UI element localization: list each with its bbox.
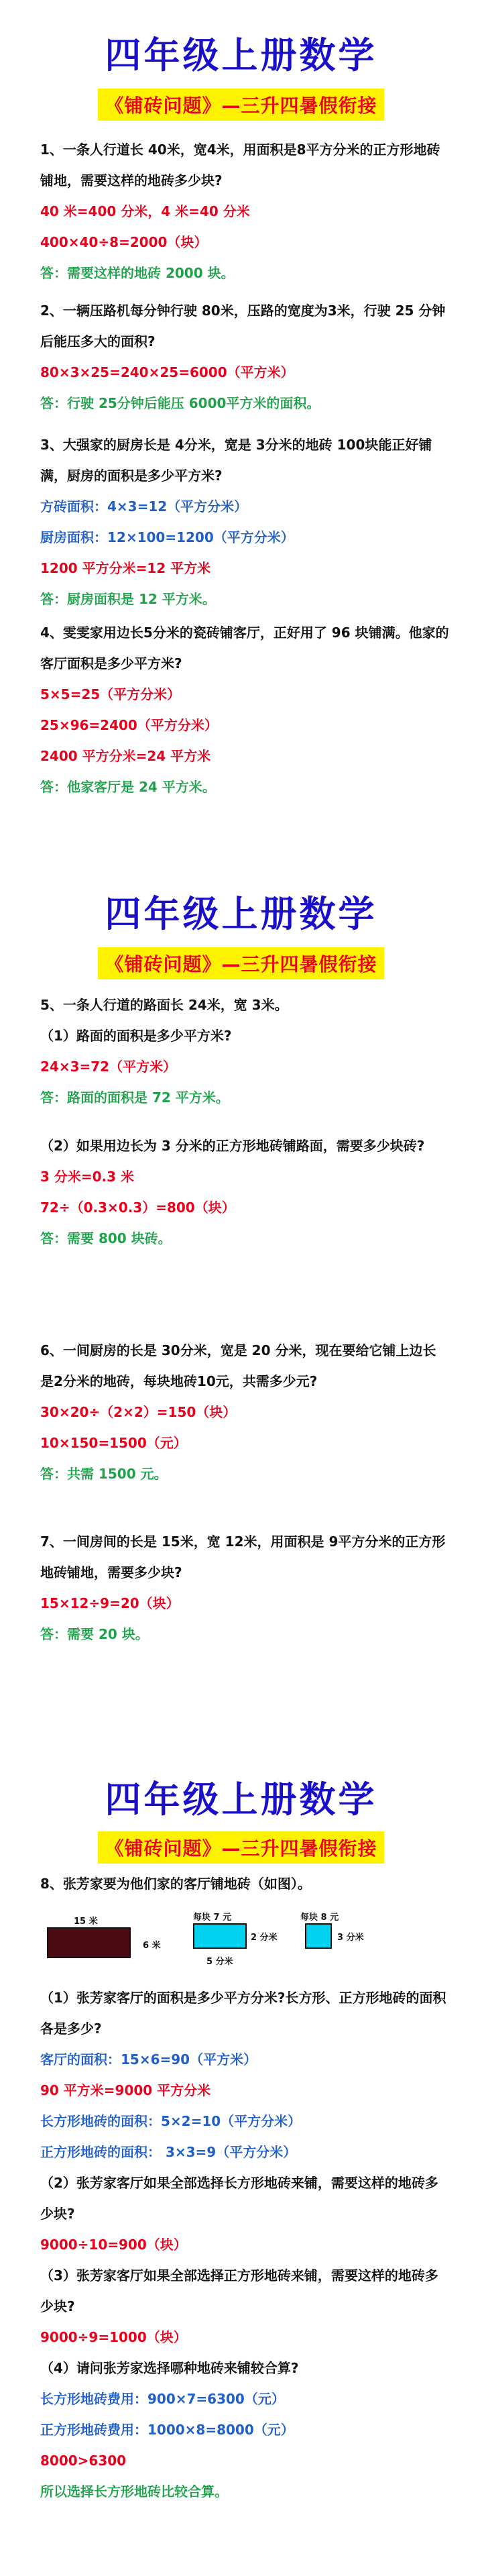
problem-5 (40, 989, 449, 1254)
solution-step: 1200 平方分米=12 平方米 (40, 560, 211, 576)
solution-step: 客厅的面积：15×6=90（平方米） (40, 2051, 257, 2068)
answer-text: 答：需要这样的地砖 2000 块。 (40, 265, 235, 281)
room-length-label: 15 米 (74, 1917, 98, 1927)
answer-text: 答：需要 20 块。 (40, 1626, 149, 1642)
question-text: 7、一间房间的长是 15米，宽 12米，用面积是 9平方分米的正方形地砖铺地，需要多少块? (40, 1534, 446, 1580)
tile-figure (0, 1909, 482, 1976)
sub-question: （2）如果用边长为 3 分米的正方形地砖铺路面，需要多少块砖? (40, 1138, 425, 1154)
solution-step: 5×5=25（平方分米） (40, 686, 181, 702)
rect-tile-length-label: 5 分米 (206, 1957, 233, 1967)
solution-step: 3 分米=0.3 米 (40, 1169, 135, 1185)
answer-text: 答：需要 800 块砖。 (40, 1230, 172, 1246)
question-text: 4、雯雯家用边长5分米的瓷砖铺客厅，正好用了 96 块铺满。他家的客厅面积是多少平方米? (40, 625, 449, 672)
sub-question: （4）请问张芳家选择哪种地砖来铺较合算? (40, 2360, 299, 2376)
question-text: 1、一条人行道长 40米，宽4米，用面积是8平方分米的正方形地砖铺地，需要这样的地砖多少块? (40, 142, 440, 189)
room-width-label: 6 米 (143, 1941, 161, 1951)
sub-question: （3）张芳家客厅如果全部选择正方形地砖来铺，需要这样的地砖多少块? (40, 2267, 438, 2314)
solution-step: 厨房面积：12×100=1200（平方分米） (40, 529, 294, 545)
room-rectangle (47, 1927, 131, 1958)
sub-question: （2）张芳家客厅如果全部选择长方形地砖来铺，需要这样的地砖多少块? (40, 2175, 438, 2222)
answer-text: 答：路面的面积是 72 平方米。 (40, 1089, 229, 1106)
problem-2 (40, 295, 449, 419)
square-tile-price: 每块 8 元 (300, 1913, 339, 1923)
solution-step: 8000>6300 (40, 2453, 127, 2469)
solution-step: 2400 平方分米=24 平方米 (40, 748, 211, 764)
solution-step: 9000÷10=900（块） (40, 2237, 187, 2253)
square-tile-side-label: 3 分米 (337, 1933, 364, 1943)
subtitle-row (0, 1831, 482, 1864)
solution-step: 10×150=1500（元） (40, 1435, 187, 1451)
subtitle-banner: 《铺砖问题》—三升四暑假衔接 (98, 947, 383, 979)
problem-1 (40, 134, 449, 288)
solution-step: 30×20÷（2×2）=150（块） (40, 1404, 237, 1420)
solution-step: 400×40÷8=2000（块） (40, 234, 208, 250)
solution-step: 长方形地砖费用：900×7=6300（元） (40, 2391, 285, 2407)
solution-step: 72÷（0.3×0.3）=800（块） (40, 1199, 235, 1216)
solution-step: 25×96=2400（平方分米） (40, 717, 218, 733)
question-text: 6、一间厨房的长是 30分米，宽是 20 分米，现在要给它铺上边长是2分米的地砖，每块地砖10元，共需多少元? (40, 1342, 436, 1389)
page-title: 四年级上册数学 (105, 34, 377, 76)
question-text: 8、张芳家要为他们家的客厅铺地砖（如图）。 (40, 1876, 311, 1892)
solution-step: 80×3×25=240×25=6000（平方米） (40, 364, 294, 380)
rect-tile-width-label: 2 分米 (251, 1933, 278, 1943)
page-title: 四年级上册数学 (105, 1778, 377, 1821)
problem-8-question (40, 1868, 449, 1899)
section-3 (0, 1771, 482, 1823)
problem-3 (40, 429, 449, 614)
section-1 (0, 27, 482, 78)
solution-step: 90 平方米=9000 平方分米 (40, 2082, 211, 2098)
solution-step: 40 米=400 分米，4 米=40 分米 (40, 203, 250, 219)
solution-step: 24×3=72（平方米） (40, 1059, 177, 1075)
solution-step: 方砖面积：4×3=12（平方分米） (40, 498, 248, 515)
subtitle-row (0, 947, 482, 979)
answer-text: 答：共需 1500 元。 (40, 1466, 168, 1482)
solution-step: 正方形地砖费用：1000×8=8000（元） (40, 2422, 294, 2438)
subtitle-banner: 《铺砖问题》—三升四暑假衔接 (98, 1831, 383, 1864)
section-2 (0, 885, 482, 937)
problem-4 (40, 617, 449, 802)
square-tile (305, 1923, 332, 1949)
answer-text: 答：厨房面积是 12 平方米。 (40, 591, 216, 607)
subtitle-banner: 《铺砖问题》—三升四暑假衔接 (98, 89, 383, 121)
rect-tile-price: 每块 7 元 (193, 1913, 232, 1923)
answer-text: 答：他家客厅是 24 平方米。 (40, 779, 216, 795)
rect-tile (193, 1923, 247, 1949)
answer-text: 答：行驶 25分钟后能压 6000平方米的面积。 (40, 395, 320, 411)
subtitle-row (0, 89, 482, 121)
problem-7 (40, 1526, 449, 1650)
problem-6 (40, 1335, 449, 1489)
problem-8-solution (40, 1982, 449, 2507)
question-text: 3、大强家的厨房长是 4分米，宽是 3分米的地砖 100块能正好铺满，厨房的面积是多少平方米? (40, 437, 432, 484)
question-text: 2、一辆压路机每分钟行驶 80米，压路的宽度为3米，行驶 25 分钟后能压多大的面积? (40, 303, 446, 350)
solution-step: 正方形地砖的面积： 3×3=9（平方分米） (40, 2144, 297, 2160)
page-title: 四年级上册数学 (105, 893, 377, 935)
sub-question: （1）路面的面积是多少平方米? (40, 1028, 232, 1044)
solution-step: 15×12÷9=20（块） (40, 1595, 180, 1611)
question-text: 5、一条人行道的路面长 24米，宽 3米。 (40, 997, 288, 1013)
solution-step: 长方形地砖的面积：5×2=10（平方分米） (40, 2113, 302, 2129)
solution-step: 9000÷9=1000（块） (40, 2329, 187, 2345)
answer-text: 所以选择长方形地砖比较合算。 (40, 2483, 228, 2500)
sub-question: （1）张芳家客厅的面积是多少平方分米?长方形、正方形地砖的面积各是多少? (40, 1990, 446, 2037)
